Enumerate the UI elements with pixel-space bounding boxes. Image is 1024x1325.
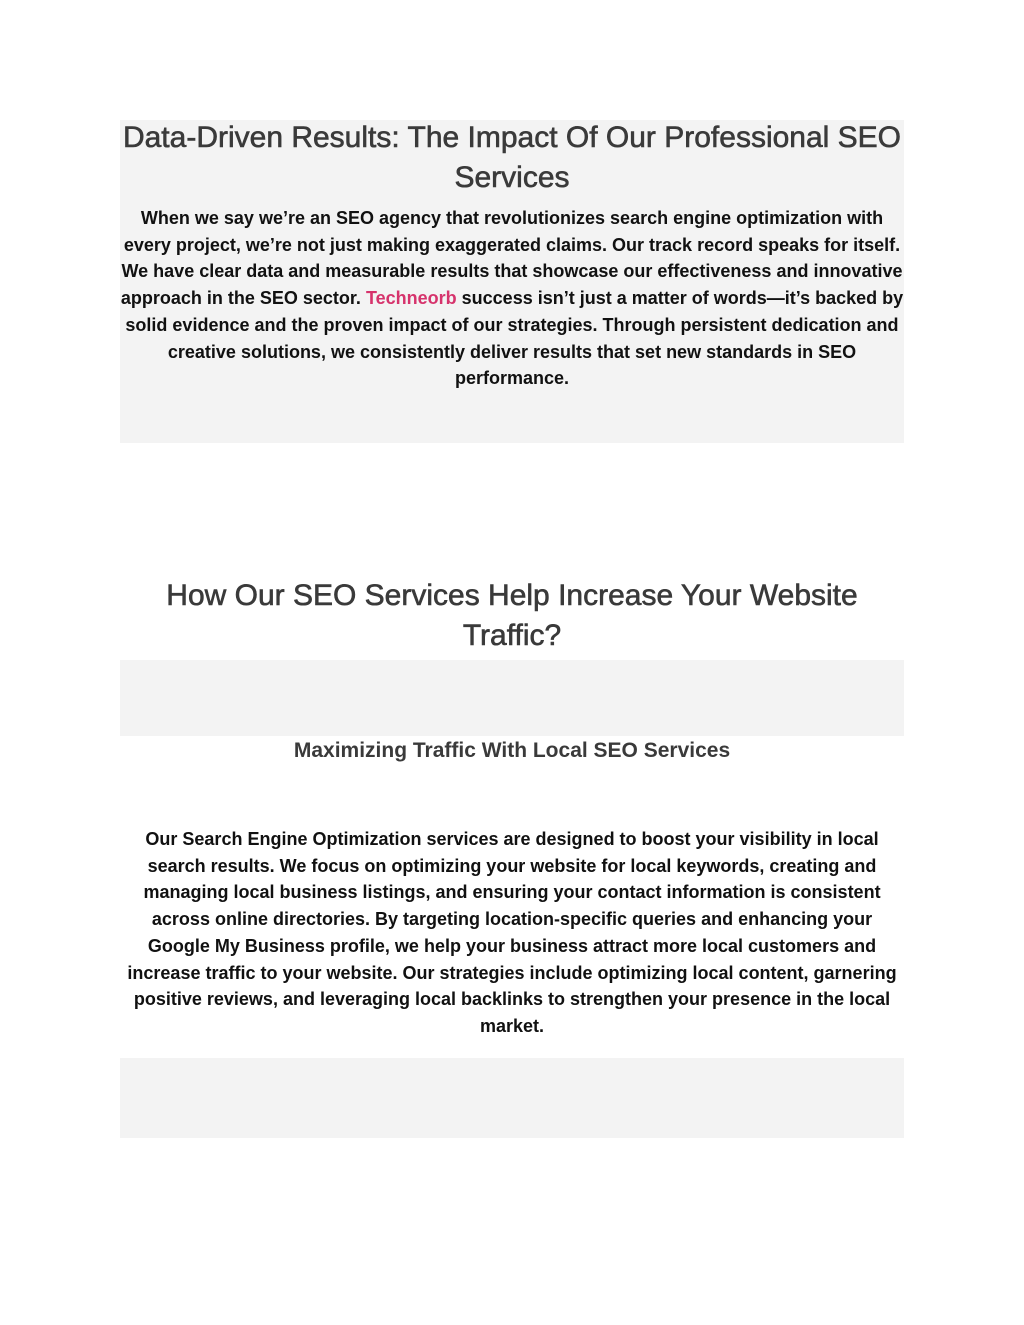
section-1-paragraph-text-end: success isn’t just a matter of words—it’s backed by solid evidence and the proven impact of our strategies. Through persistent dedication and creative solutions, we consistently deliver results that set new standards in SEO performance. [125,288,904,389]
section-1-paragraph [120,205,904,392]
section-3-background-band [120,1058,904,1138]
local-seo-paragraph: Our Search Engine Optimization services are designed to boost your visibility in local search results. We focus on optimizing your website for local keywords, creating and managing local business listings, and ensuring your contact information is consistent across online directories. By targeting location-specific queries and enhancing your Google My Business profile, we help your business attract more local customers and increase traffic to your website. Our strategies include optimizing local content, garnering positive reviews, and leveraging local backlinks to strengthen your presence in the local market. [127,829,897,1036]
section-2-title: How Our SEO Services Help Increase Your Website Traffic? [166,579,858,652]
section-1-title: Data-Driven Results: The Impact Of Our Professional SEO Services [122,121,902,194]
techneorb-link[interactable]: Techneorb [365,288,457,309]
section-2-background-band [120,660,904,736]
local-seo-subheading: Maximizing Traffic With Local SEO Services [293,739,731,762]
section-1-paragraph-text-start: When we say we’re an SEO agency that revolutionizes search engine optimization with every project, we’re not just making exaggerated claims. Our track record speaks for itself. We have clear data and measurable results that showcase our effectiveness and innovative approach in the SEO sector. [120,208,903,309]
